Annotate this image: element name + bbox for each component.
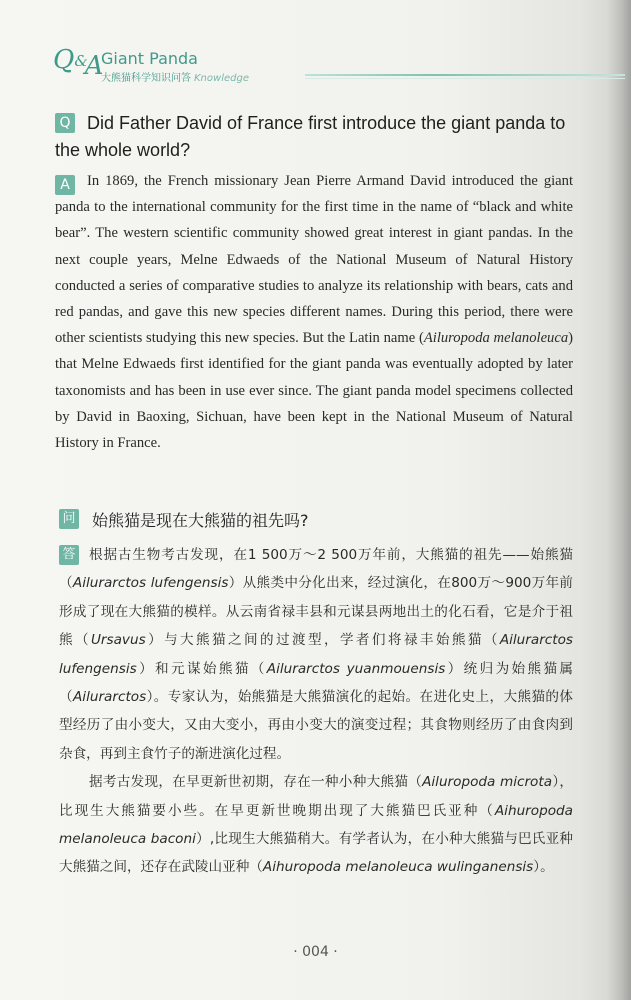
text-run: 根据古生物考古发现，在1 500万～2 500万年前，大熊猫的祖先——始熊猫（ [59,547,573,592]
answer-2-paragraph-1 [59,541,573,768]
logo-a: A [84,51,104,81]
latin-name-italic: Ailurarctos [73,689,147,706]
text-run: 据考古发现，在早更新世初期，存在一种小种大熊猫（ [89,774,423,791]
text-run: ）与大熊猫之间的过渡型，学者们将禄丰始熊猫（ [145,632,500,649]
latin-name-italic: Aihuropoda melanoleuca wulinganensis [262,859,534,876]
answer-1-paragraph [55,168,573,456]
logo-amp: & [74,52,88,70]
answer-badge: A [55,175,75,195]
question-1-line: Did Father David of France first introduce the giant panda to the whole world? [55,113,566,160]
answer-2-body [59,541,573,882]
answer-1-text-b: ) that Melne Edwaeds first identified for the giant panda was eventually adopted by later taxonomists and has been in use ever since. The giant panda model specimens collected by David in Baoxing, Sichuan, have been kept in the National Museum of Natural History in France. [55,330,573,452]
text-run: ）,比现生大熊猫稍大。有学者认为，在小种大熊猫与巴氏亚种大熊猫之间，还存在武陵山亚种（ [59,831,573,876]
qa-logo [53,45,106,81]
page-number: · 004 · [293,944,338,960]
answer-badge-cn: 答 [59,545,79,565]
header-subtitle [101,69,249,84]
question-1-text [55,110,595,164]
logo-q: Q [53,45,75,75]
header-subtitle-cn: 大熊猫科学知识问答 [101,73,191,84]
question-badge: Q [55,113,75,133]
latin-name-italic: Ailuropoda microta [422,774,553,791]
running-header [53,47,613,83]
header-subtitle-en: Knowledge [194,73,249,84]
text-run: ），比现生大熊猫要小些。在早更新世晚期出现了大熊猫巴氏亚种（ [59,774,574,819]
latin-name-italic: Ursavus [90,632,146,649]
header-rule-thin [305,78,625,79]
question-2-text: 始熊猫是现在大熊猫的祖先吗? [92,511,309,530]
answer-2-paragraph-2 [59,768,573,882]
latin-name-italic: Ailurarctos lufengensis [59,632,574,677]
text-run: ）。专家认为，始熊猫是大熊猫演化的起始。在进化史上，大熊猫的体型经历了由小变大，又由大变小，再由小变大的演变过程；其食物则经历了由食肉到杂食，再到主食竹子的渐进演化过程。 [59,689,574,762]
question-badge-cn: 问 [59,509,79,529]
text-run: ）。 [533,859,554,876]
header-rule [305,74,625,76]
species-name-italic: Ailuropoda melanoleuca [423,330,569,347]
answer-1-body [55,168,573,456]
answer-1-text-a: In 1869, the French missionary Jean Pierre Armand David introduced the giant panda to the international community for the first time in the name of “black and white bear”. The western scientific community showed great interest in giant pandas. In the next couple years, Melne Edwaeds of the National Museum of Natural History conducted a series of comparative studies to analyze its relationship with bears, cats and red pandas, and gave this new species different names. During this period, there were other scientists studying this new species. But the Latin name ( [55,173,573,347]
text-run: ）和元谋始熊猫（ [136,660,267,677]
latin-name-italic: Aihuropoda melanoleuca baconi [59,802,573,848]
page-gutter-shadow [607,0,631,1000]
text-run: ）统归为始熊猫属（ [59,660,574,706]
latin-name-italic: Ailurarctos yuanmouensis [266,660,446,677]
latin-name-italic: Ailurarctos lufengensis [72,575,229,592]
text-run: ）从熊类中分化出来，经过演化，在800万～900万年前形成了现在大熊猫的模样。从云南省禄丰县和元谋县两地出土的化石看，它是介于祖熊（ [59,575,573,649]
header-title: Giant Panda [101,49,198,68]
